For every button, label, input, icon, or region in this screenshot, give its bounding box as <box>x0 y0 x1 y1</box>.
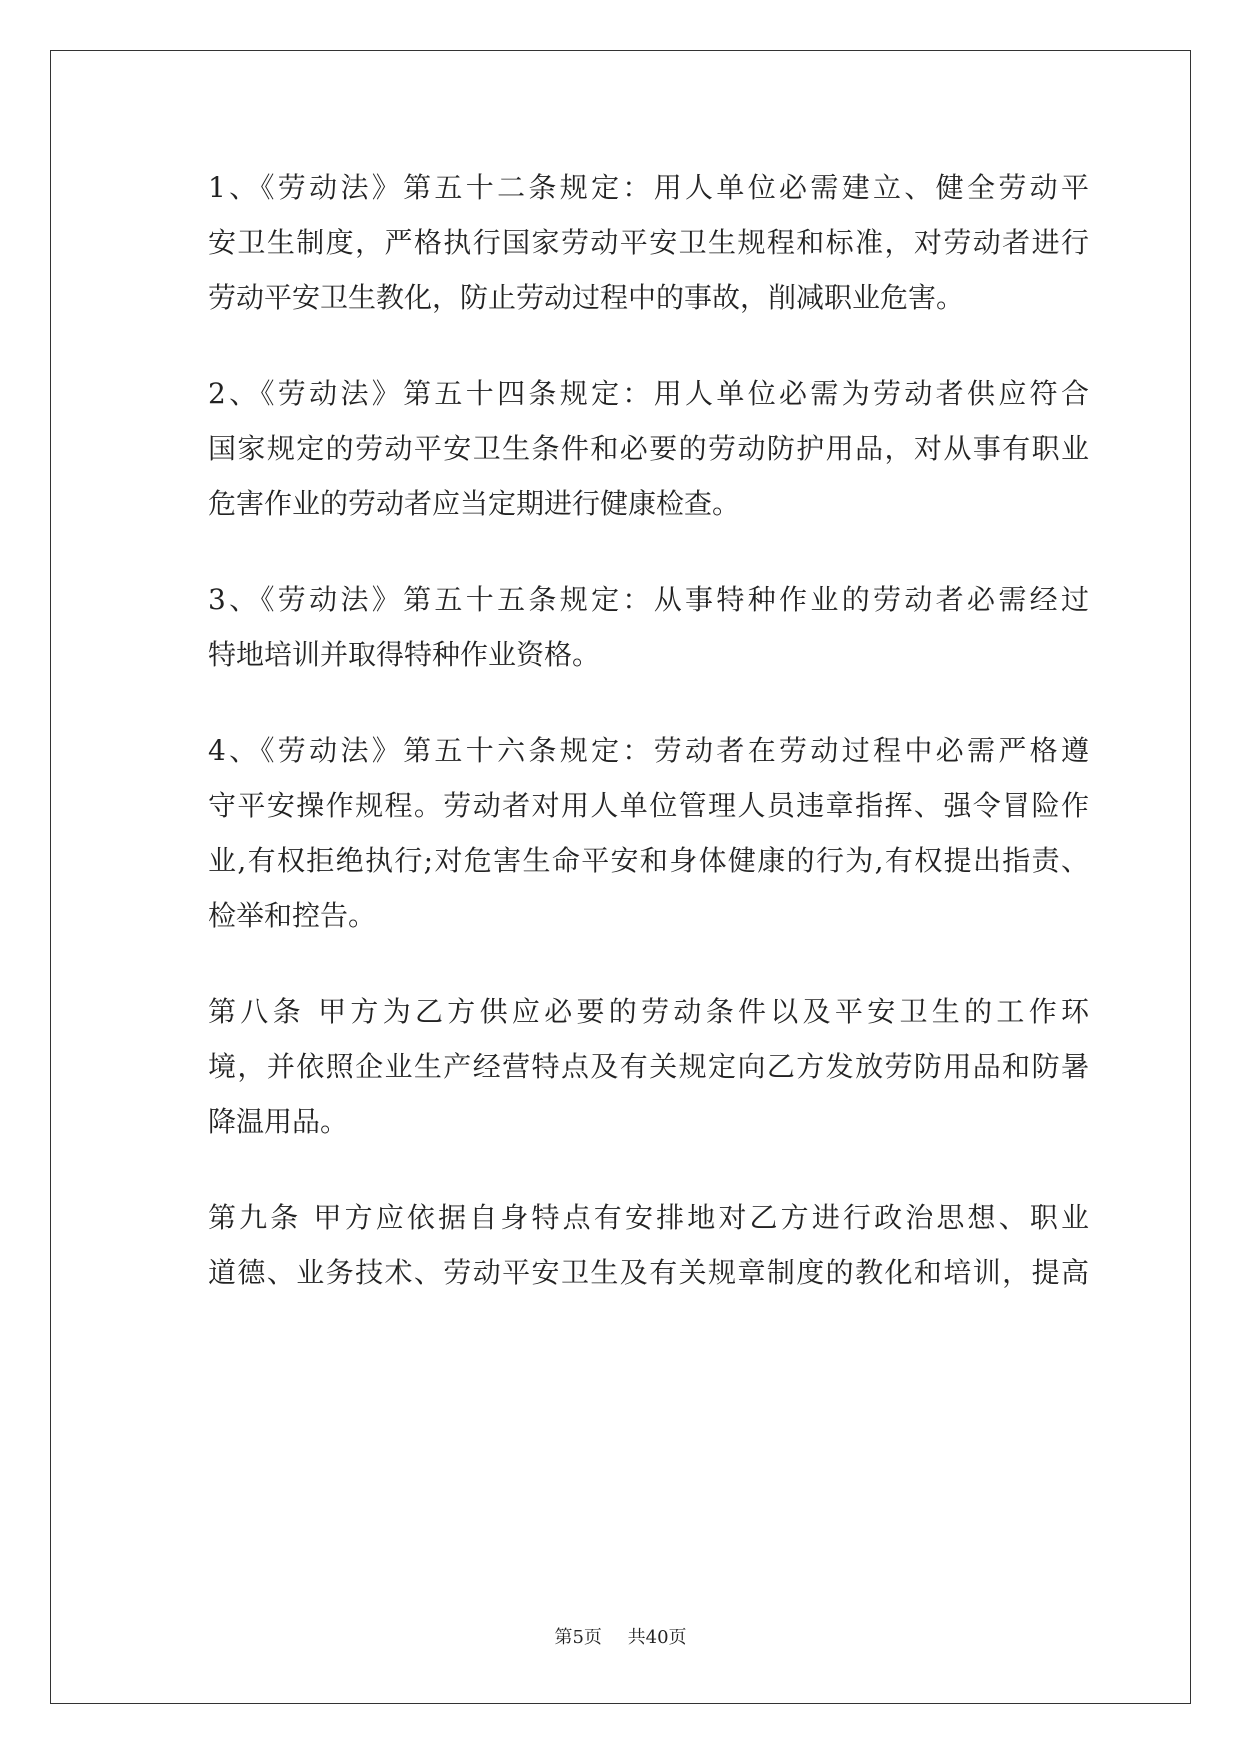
text-line: 2、《劳动法》第五十四条规定：用人单位必需为劳动者供应符合 <box>208 377 1089 410</box>
paragraph-clause-9 <box>152 1190 1089 1300</box>
text-line: 4、《劳动法》第五十六条规定：劳动者在劳动过程中必需严格遵 <box>208 734 1089 767</box>
text-line: 特地培训并取得特种作业资格。 <box>208 638 601 671</box>
text-line: 业,有权拒绝执行;对危害生命平安和身体健康的行为,有权提出指责、 <box>208 844 1089 877</box>
page-total: 共40页 <box>627 1627 687 1648</box>
text-line: 危害作业的劳动者应当定期进行健康检查。 <box>208 487 741 520</box>
paragraph-article-54 <box>152 366 1089 531</box>
text-line: 1、《劳动法》第五十二条规定：用人单位必需建立、健全劳动平 <box>208 171 1089 204</box>
paragraph-article-52 <box>152 160 1089 325</box>
paragraph-article-56 <box>152 723 1089 943</box>
text-line: 安卫生制度，严格执行国家劳动平安卫生规程和标准，对劳动者进行 <box>208 226 1089 259</box>
text-line: 3、《劳动法》第五十五条规定：从事特种作业的劳动者必需经过 <box>208 583 1089 616</box>
text-line: 劳动平安卫生教化，防止劳动过程中的事故，削减职业危害。 <box>208 281 965 314</box>
paragraph-clause-8 <box>152 984 1089 1149</box>
text-line: 第八条 甲方为乙方供应必要的劳动条件以及平安卫生的工作环 <box>208 995 1089 1028</box>
document-body <box>152 160 1089 1341</box>
page-footer <box>0 1623 1241 1649</box>
paragraph-article-55 <box>152 572 1089 682</box>
text-line: 守平安操作规程。劳动者对用人单位管理人员违章指挥、强令冒险作 <box>208 789 1089 822</box>
text-line: 道德、业务技术、劳动平安卫生及有关规章制度的教化和培训，提高 <box>208 1256 1089 1289</box>
text-line: 降温用品。 <box>208 1105 349 1138</box>
text-line: 国家规定的劳动平安卫生条件和必要的劳动防护用品，对从事有职业 <box>208 432 1089 465</box>
text-line: 第九条 甲方应依据自身特点有安排地对乙方进行政治思想、职业 <box>208 1201 1089 1234</box>
text-line: 境，并依照企业生产经营特点及有关规定向乙方发放劳防用品和防暑 <box>208 1050 1089 1083</box>
page-number: 第5页 <box>554 1627 602 1648</box>
text-line: 检举和控告。 <box>208 899 377 932</box>
